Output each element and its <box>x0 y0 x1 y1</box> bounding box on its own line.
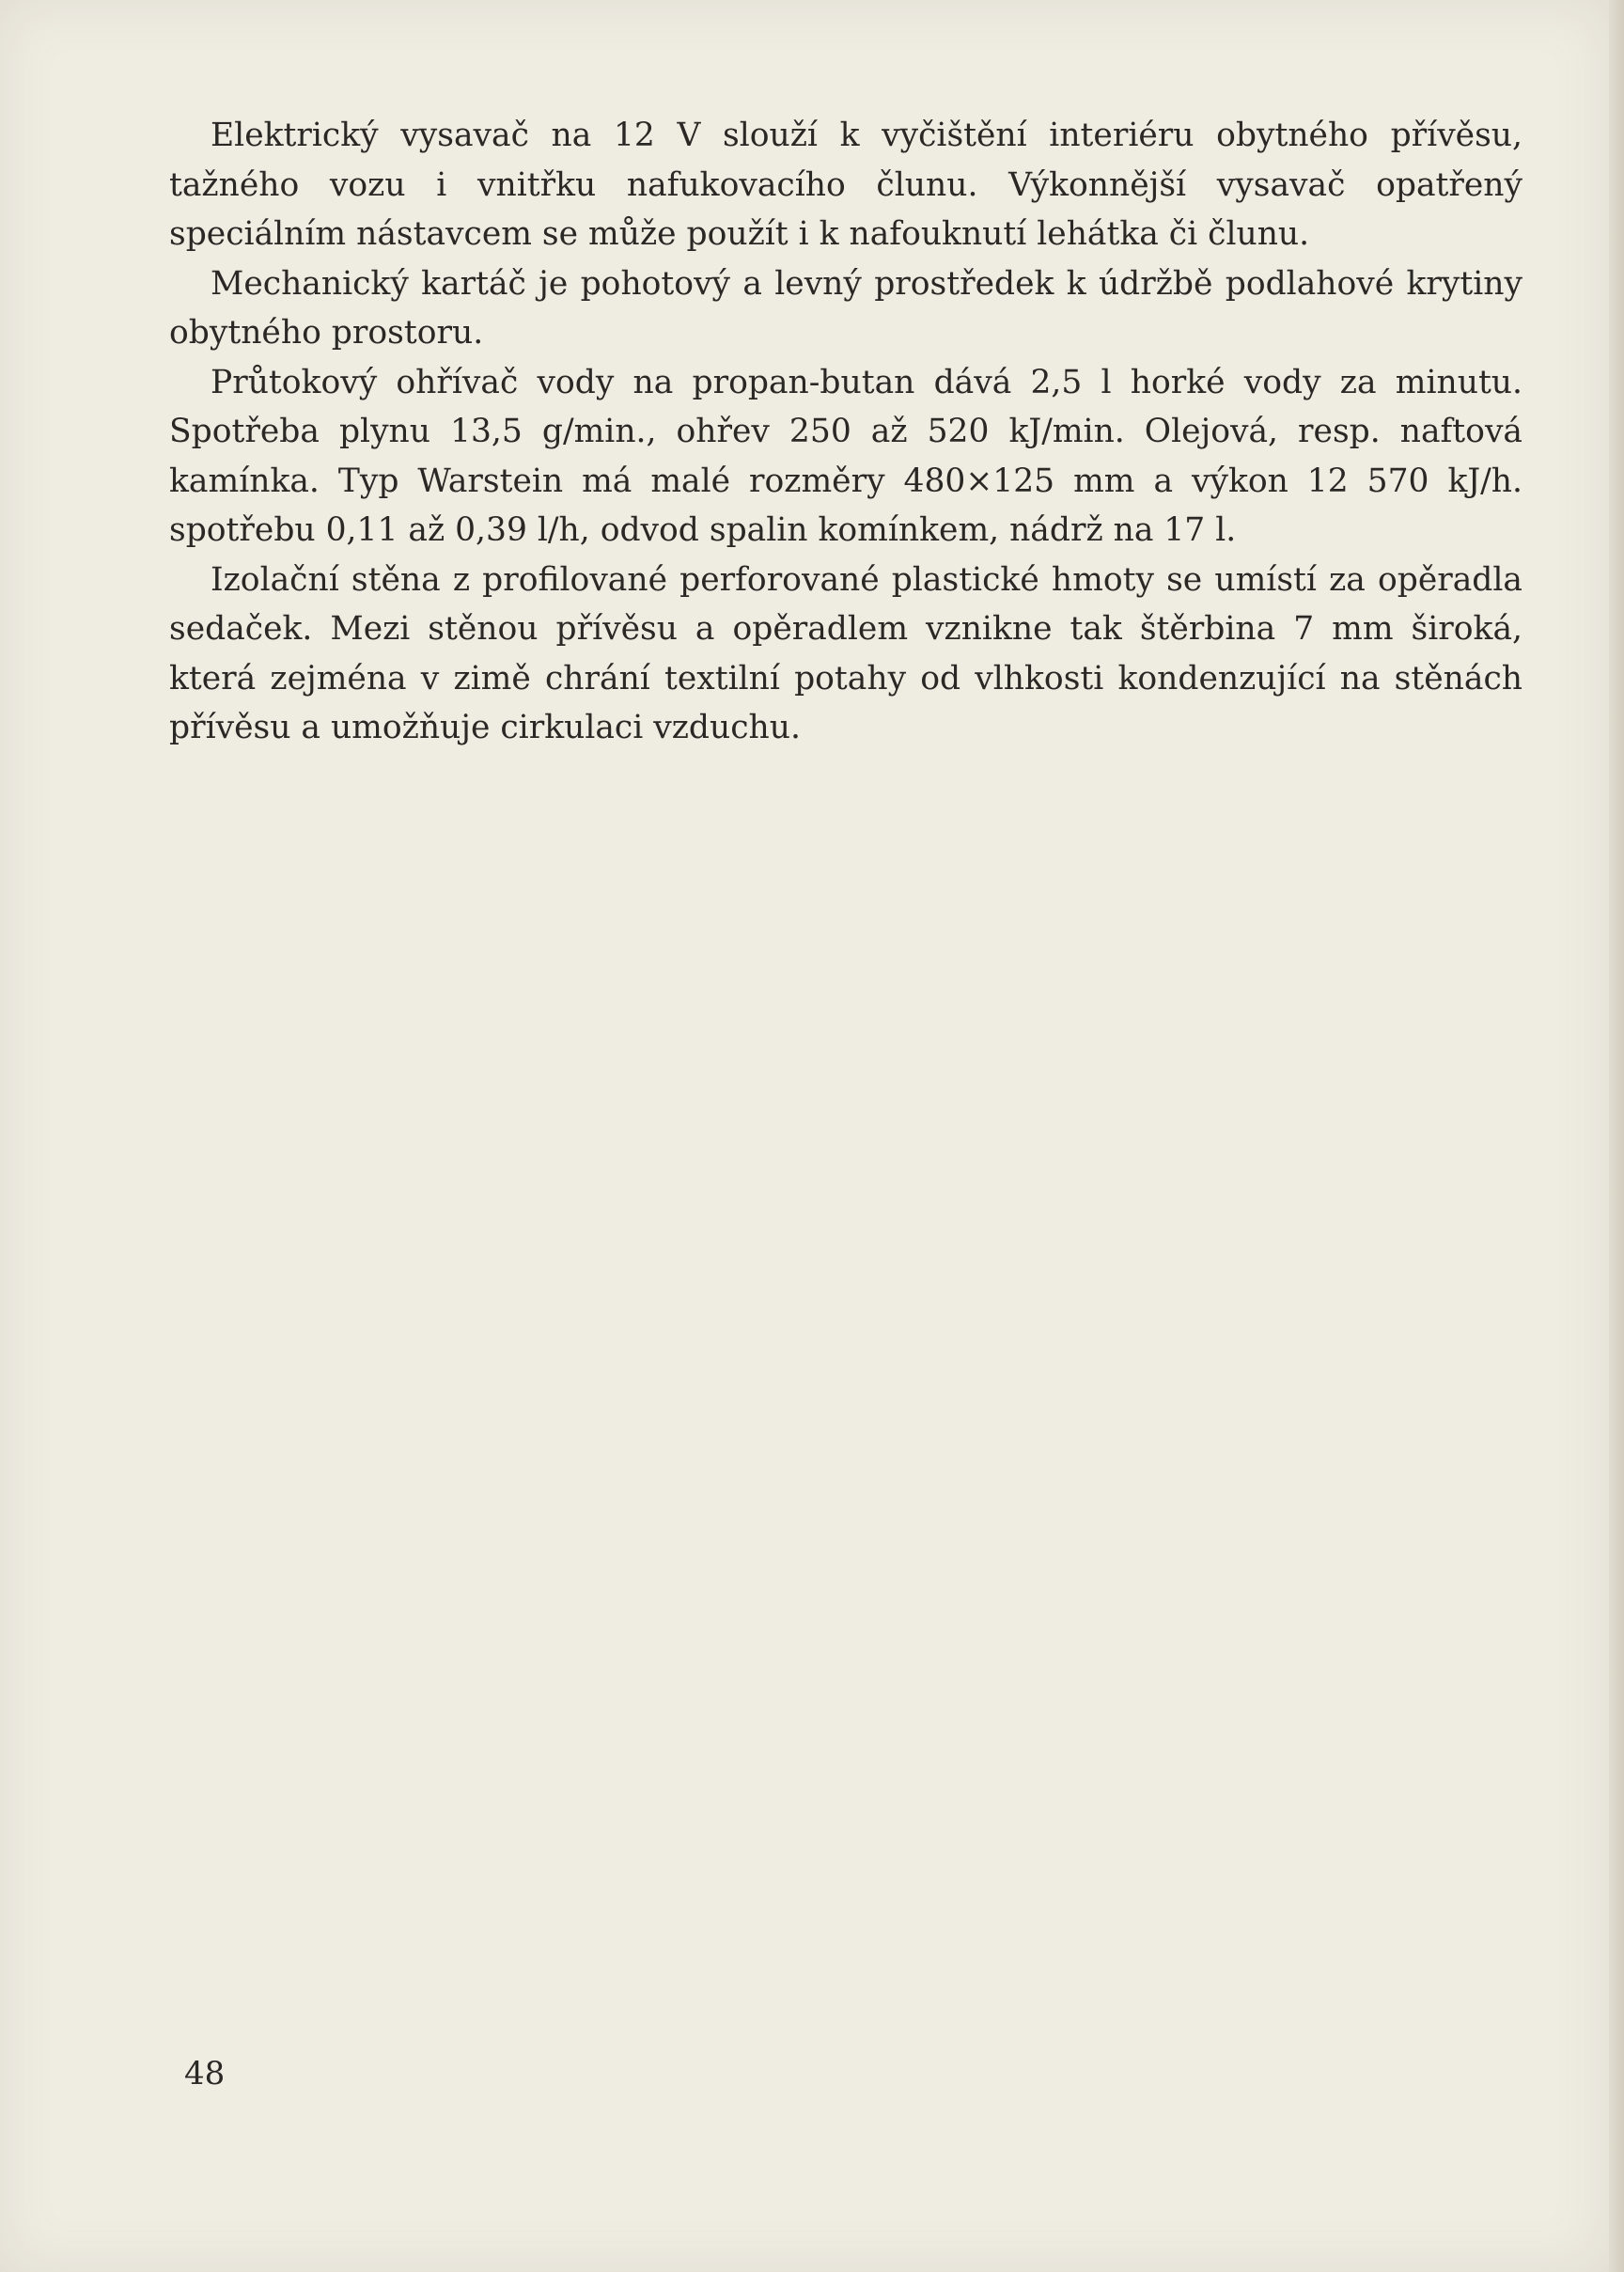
page-number: 48 <box>184 2055 226 2092</box>
body-text <box>169 111 1522 753</box>
page-edge <box>1609 0 1624 2272</box>
paragraph-vacuum-cleaner: Elektrický vysavač na 12 V slouží k vyčištění interiéru obytného přívěsu, tažného vozu i vnitřku nafukovacího člunu. Výkonnější vysavač opatřený speciálním nástavcem se může použít i k nafouknutí lehátka či člunu. <box>169 117 1522 253</box>
paragraph-mechanical-brush: Mechanický kartáč je pohotový a levný prostředek k údržbě podlahové krytiny obytného prostoru. <box>169 264 1522 352</box>
paragraph-insulation-wall: Izolační stěna z profilované perforované plastické hmoty se umístí za opěradla sedaček. Mezi stěnou přívěsu a opěradlem vznikne tak štěrbina 7 mm široká, která zejména v zimě chrání textilní potahy od vlhkosti kondenzující na stěnách přívěsu a umožňuje cirkulaci vzduchu. <box>169 560 1522 746</box>
paragraph-water-heater: Průtokový ohřívač vody na propan-butan dává 2,5 l horké vody za minutu. Spotřeba plynu 13,5 g/min., ohřev 250 až 520 kJ/min. Olejová, resp. naftová kamínka. Typ Warstein má malé rozměry 480×125 mm a výkon 12 570 kJ/h. spotřebu 0,11 až 0,39 l/h, odvod spalin komínkem, nádrž na 17 l. <box>169 363 1522 549</box>
